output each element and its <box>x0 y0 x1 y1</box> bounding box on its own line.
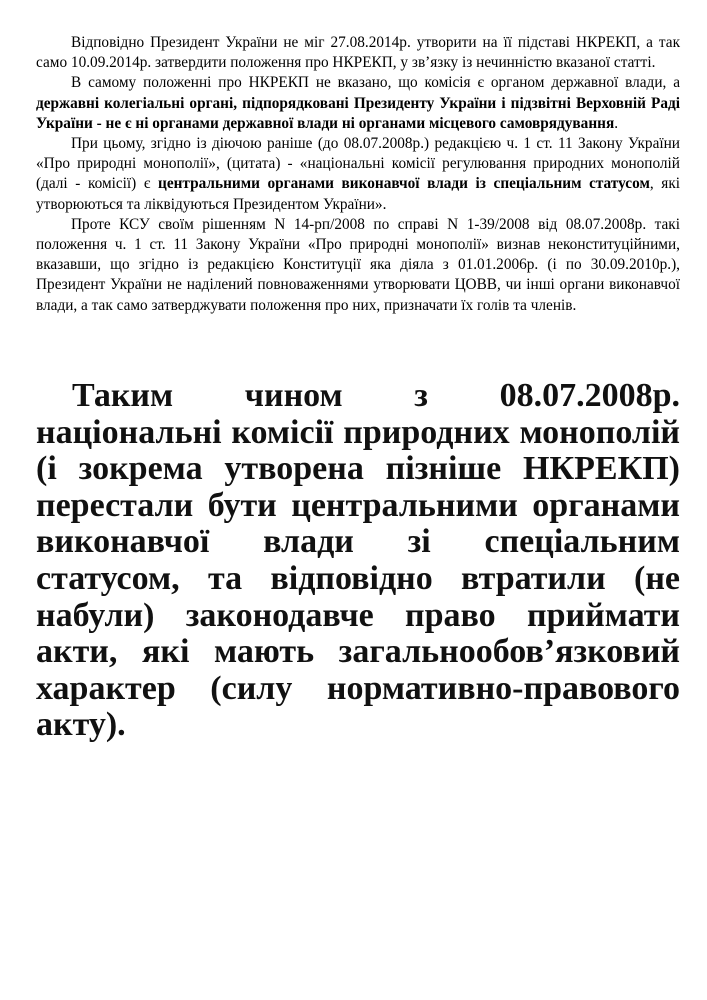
paragraph-2-bold-text: державні колегіальні органі, підпорядковані Президенту України і підзвітні Верховній Раді України - не є ні органами державної влади ні органами місцевого самоврядування <box>36 94 680 132</box>
document-body <box>36 33 680 316</box>
paragraph-3 <box>36 134 680 215</box>
conclusion-statement: Таким чином з 08.07.2008р. національні комісії природних монополій (і зокрема утворена пізніше НКРЕКП) перестали бути центральними органами виконавчої влади зі спеціальним статусом, та відповідно втратили (не набули) законодавче право приймати акти, які мають загальнообов’язковий характер (силу нормативно-правового акту). <box>36 377 680 744</box>
paragraph-1 <box>36 33 680 73</box>
paragraph-1-text: Відповідно Президент України не міг 27.08.2014р. утворити на її підставі НКРЕКП, а так само 10.09.2014р. затвердити положення про НКРЕКП, у зв’язку із нечинністю вказаної статті. <box>36 34 680 72</box>
paragraph-3-bold-text: центральними органами виконавчої влади із спеціальним статусом <box>158 175 650 193</box>
paragraph-2-text-a: В самому положенні про НКРЕКП не вказано, що комісія є органом державної влади, а <box>71 74 680 92</box>
paragraph-2 <box>36 73 680 134</box>
paragraph-2-text-b: . <box>614 114 619 132</box>
paragraph-3-text-b: , які утворюються та ліквідуються Президентом України». <box>36 175 680 213</box>
paragraph-4-text: Проте КСУ своїм рішенням N 14-рп/2008 по справі N 1-39/2008 від 08.07.2008р. такі положення ч. 1 ст. 11 Закону України «Про природні монополії» визнав неконституційними, вказавши, що згідно із редакцією Конституції яка діяла з 01.01.2006р. (і по 30.09.2010р.), Президент України не наділений повноваженнями утворювати ЦОВВ, чи інші органи виконавчої влади, а так само затверджувати положення про них, призначати їх голів та членів. <box>36 215 680 314</box>
paragraph-4 <box>36 215 680 316</box>
paragraph-3-text-a: При цьому, згідно із діючою раніше (до 08.07.2008р.) редакцією ч. 1 ст. 11 Закону України «Про природні монополії», (цитата) - «національні комісії регулювання природних монополій (далі - комісії) є <box>36 135 680 193</box>
